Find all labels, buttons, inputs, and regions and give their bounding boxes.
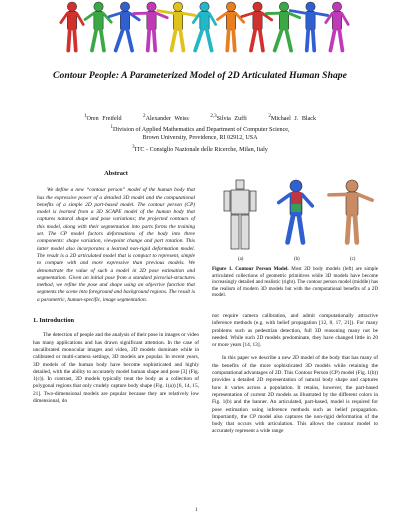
- figure-head: [346, 180, 358, 192]
- figure-arm-right: [358, 194, 372, 200]
- figure-panel-a: [224, 180, 256, 249]
- figure-head: [120, 2, 129, 11]
- figure-torso: [147, 11, 156, 30]
- caption-lead: Figure 1. Contour Person Model.: [212, 266, 289, 272]
- figure-leg-right: [154, 30, 155, 51]
- box-head: [236, 180, 244, 189]
- banner-figure: [61, 2, 83, 51]
- box-arm-left: [224, 191, 230, 211]
- abstract-text: We define a new “contour person” model of the human body that has the expressive power of a detailed 3D model and the computational benefits of a simple 2D part-based model. The contour person (CP) model is learned from a 3D SCAPE model of the human body that captures natural shape and pose variations; the projected contours of this model, along with their segmentation into parts forms the training set. The CP model factors deformations of the body into three components: shape variation, viewpoint change and part rotation. This latter model also incorporates a learned non-rigid deformation model. The result is a 2D articulated model that is compact to represent, simple to compute with and more expressive than previous models. We demonstrate the value of such a model in 2D pose estimation and segmentation. Given an initial pose from a standard pictorial-structures method, we refine the pose and shape using an objective function that segments the scene into foreground and background regions. The result is a parametric, human-specific, image segmentation.: [37, 187, 195, 303]
- figure-leg-right: [127, 30, 132, 51]
- figure-1-caption: [212, 266, 378, 299]
- abstract-heading: Abstract: [104, 170, 128, 177]
- figure-head: [253, 2, 262, 11]
- caption-body: Most 2D body models (left) are simple articulated collections of geometric primitives while 3D models have become increasingly detailed and realistic (right). The contour person model (middle) has the realism of modern 3D models but with the computational benefits of a 2D model.: [212, 266, 379, 299]
- author-4: $^2$Michael J. Black: [268, 113, 317, 123]
- banner-figure-strip: [58, 0, 350, 62]
- figure-leg-left: [195, 30, 202, 51]
- figure-leg-right: [180, 30, 183, 51]
- figure-head: [200, 2, 209, 11]
- figure-arm-left: [279, 194, 290, 202]
- figure-leg-right: [299, 216, 303, 242]
- contour-part-hip: [291, 204, 301, 212]
- banner-figure: [290, 2, 327, 51]
- figure-arm-right: [156, 13, 167, 17]
- figure-leg-left: [68, 30, 69, 51]
- box-leg-left: [231, 215, 239, 249]
- figure-torso: [253, 11, 262, 30]
- contour-part-chest: [291, 192, 301, 204]
- author-2: $^2$Alexander Weiss: [143, 113, 189, 123]
- figure-head: [290, 180, 302, 192]
- paper-title: Contour People: A Parameterized Model of 2D Articulated Human Shape: [53, 70, 347, 81]
- affiliation-1: $^1$Division of Applied Mathematics and Department of Computer Science,: [110, 124, 290, 134]
- left-column: [33, 170, 199, 411]
- figure-arm-right: [315, 13, 328, 15]
- banner-figure: [134, 2, 168, 51]
- figure-head: [279, 2, 288, 11]
- figure-label-b: (b): [294, 257, 300, 262]
- banner-figure: [85, 2, 111, 51]
- figure-head: [226, 2, 235, 11]
- banner-figure: [158, 2, 195, 51]
- figure-torso: [332, 11, 341, 30]
- figure-arm-right: [209, 13, 216, 24]
- right-paragraph-2: In this paper we describe a new 2D model of the body that has many of the benefits of the more sophisticated 3D models while retaining the computational advantages of 2D. This Contour Person (CP) model (Fig. 1(b)) provides a detailed 2D representation of natural body shape and captures how it varies across a population. It retains, however, the part-based representation of current 2D models as illustrated by the different colors in Fig. 1(b) and the banner. An articulated, part-based, model is required for pose estimation using inference methods such as belief propagation. Importantly, the CP model also captures the non-rigid deformation of the body that occurs with articulation. This allows the contour model to accurately represent a wide range: [212, 355, 378, 435]
- figure-head: [173, 2, 182, 11]
- right-column-text: [212, 313, 378, 442]
- figure-leg-left: [227, 30, 228, 51]
- figure-leg-right: [207, 30, 212, 51]
- banner-figure: [266, 2, 300, 51]
- figure-leg-left: [307, 30, 308, 51]
- figure-arm-left: [242, 13, 253, 16]
- page-number: 1: [195, 507, 198, 513]
- figure-arm-left: [61, 13, 68, 22]
- figure-arm-right: [183, 13, 196, 15]
- figure-torso: [200, 11, 209, 30]
- box-arm-right: [250, 191, 256, 211]
- author-block: [20, 112, 380, 154]
- figure-leg-left: [251, 30, 255, 51]
- figure-arm-left: [218, 13, 227, 19]
- figure-1: [212, 176, 382, 254]
- figure-leg-left: [275, 30, 282, 51]
- affiliation-2: Brown University, Providence, RI 02912, USA: [142, 135, 258, 142]
- figure-leg-left: [347, 216, 349, 242]
- figure-head: [306, 2, 315, 11]
- figure-label-a: (a): [238, 257, 244, 262]
- figure-panel-b: [279, 180, 313, 242]
- banner-figure: [242, 2, 272, 51]
- box-torso: [231, 190, 249, 214]
- author-3: $^{2,3}$Silvia Zuffi: [210, 113, 247, 123]
- banner-figure: [218, 2, 244, 51]
- affiliation-3: $^3$ITC - Consiglio Nazionale delle Ricerche, Milan, Italy: [132, 143, 268, 153]
- box-leg-right: [241, 215, 249, 249]
- figure-arm-right: [77, 13, 84, 24]
- figure-arm-left: [290, 11, 305, 14]
- scape-body: [329, 180, 372, 242]
- figure-leg-left: [148, 30, 149, 51]
- author-names: [20, 112, 380, 123]
- author-1: $^1$Oren Freifeld: [83, 113, 122, 123]
- figure-leg-right: [313, 30, 314, 51]
- figure-leg-right: [339, 30, 342, 51]
- figure-leg-left: [92, 30, 96, 51]
- figure-panel-c: [329, 180, 372, 242]
- figure-arm-left: [158, 11, 173, 14]
- figure-arm-left: [85, 13, 94, 19]
- figure-leg-right: [355, 216, 357, 242]
- right-paragraph-1: not require camera calibration, and admit computationally attractive inference methods (e.g. with belief propagation [12, 8, 17, 21]). For many problems such as pedestrian detection, full 3D reasoning many not be needed. While such 2D models predominate, they have changed little in 20 or more years [14, 13].: [212, 313, 378, 349]
- figure-leg-left: [330, 30, 334, 51]
- figure-torso: [120, 11, 129, 30]
- figure-arm-right: [302, 194, 312, 206]
- figure-torso: [94, 11, 103, 30]
- figure-torso: [67, 11, 76, 30]
- figure-leg-left: [116, 30, 123, 51]
- figure-head: [67, 2, 76, 11]
- figure-arm-left: [109, 13, 120, 16]
- figure-torso: [173, 11, 182, 30]
- figure-label-c: (c): [350, 257, 356, 262]
- figure-leg-right: [101, 30, 104, 51]
- figure-arm-right: [342, 13, 349, 24]
- section-heading-introduction: 1. Introduction: [33, 317, 75, 325]
- figure-torso: [226, 11, 235, 30]
- figure-leg-right: [286, 30, 291, 51]
- figure-leg-right: [74, 30, 75, 51]
- figure-torso: [346, 192, 358, 216]
- figure-torso: [306, 11, 315, 30]
- figure-leg-right: [260, 30, 263, 51]
- banner-figure: [193, 2, 215, 51]
- figure-leg-left: [171, 30, 175, 51]
- figure-head: [147, 2, 156, 11]
- figure-leg-left: [288, 216, 293, 242]
- figure-head: [94, 2, 103, 11]
- figure-head: [332, 2, 341, 11]
- figure-leg-right: [233, 30, 234, 51]
- intro-paragraph: The detection of people and the analysis of their pose in images or video has many applications and has drawn significant attention. In the case of uncalibrated monocular images and video, 2D models dominate while in calibrated or multi-camera settings, 3D models are popular. In recent years, 3D models of the human body have become sophisticated and highly detailed, with the ability to accurately model human shape and pose [3] (Fig. 1(c)). In contrast, 2D models typically treat the body as a collection of polygonal regions that only crudely capture body shape (Fig. 1(a)) [6, 14, 15, 21]. Two-dimensional models are popular because they are relatively low dimensional, do: [33, 332, 199, 405]
- banner-figure: [326, 2, 348, 51]
- figure-arm-right: [289, 13, 300, 17]
- figure-1-sublabels: [212, 257, 380, 265]
- figure-torso: [279, 11, 288, 30]
- banner-figure: [109, 2, 139, 51]
